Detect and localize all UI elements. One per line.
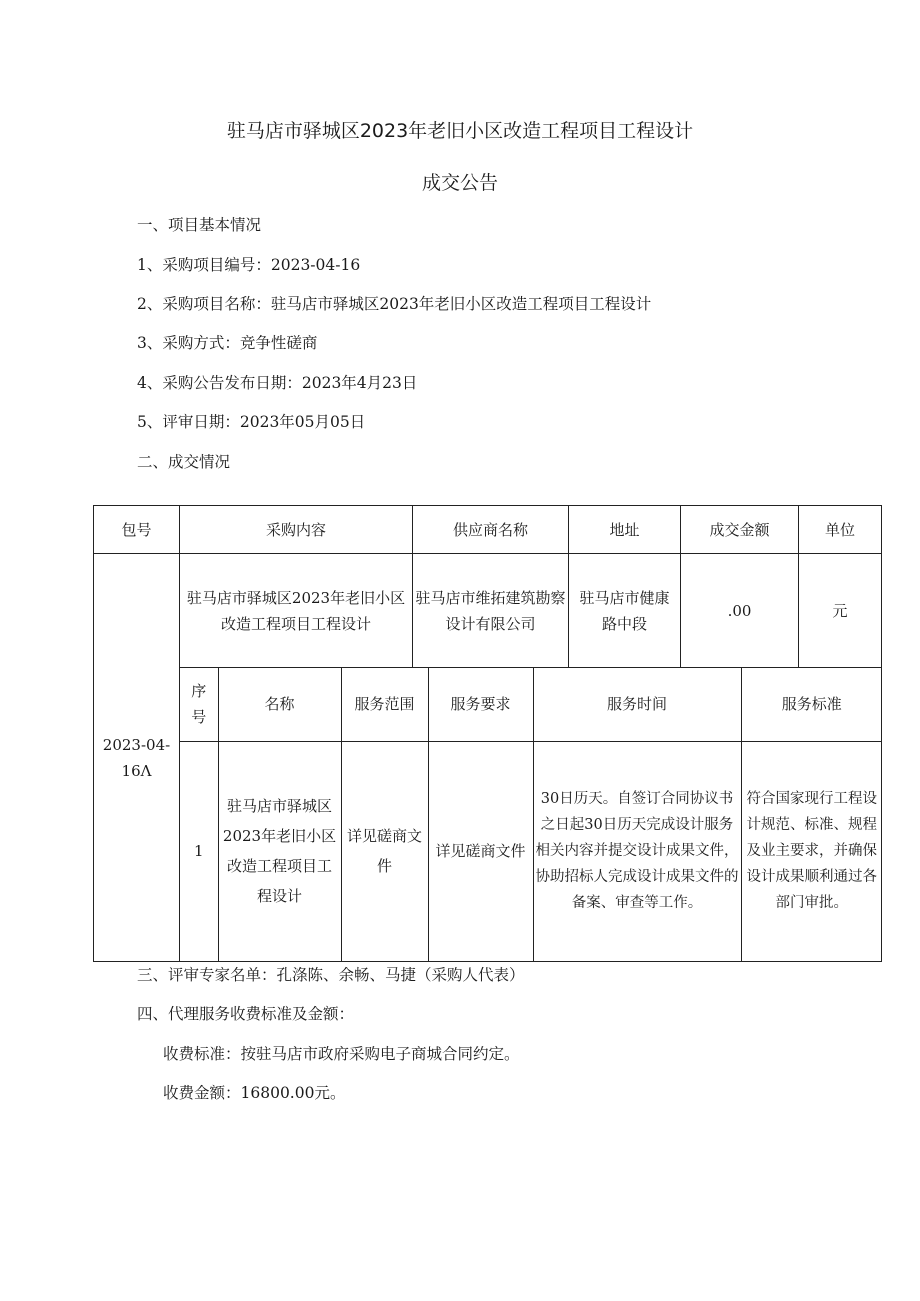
sub-header-requirement: 服务要求 [428,668,533,741]
header-supplier: 供应商名称 [413,506,569,554]
page-subtitle: 成交公告 [421,172,498,194]
header-address: 地址 [569,506,681,554]
announcement-date: 4、采购公告发布日期：2023年4月23日 [137,374,418,392]
service-detail-table [180,668,882,961]
deal-table [93,505,882,962]
header-package: 包号 [94,506,180,554]
project-name: 2、采购项目名称：驻马店市驿城区2023年老旧小区改造工程项目工程设计 [137,295,652,313]
procurement-method: 3、采购方式：竞争性磋商 [137,334,318,352]
page-title: 驻马店市驿城区2023年老旧小区改造工程项目工程设计 [226,120,694,142]
project-number: 1、采购项目编号：2023-04-16 [137,256,361,274]
review-date: 5、评审日期：2023年05月05日 [137,413,366,431]
sub-header-name: 名称 [218,668,341,741]
cell-address: 驻马店市健康路中段 [569,554,681,668]
sub-cell-standard: 符合国家现行工程设计规范、标准、规程及业主要求，并确保设计成果顺利通过各部门审批。 [741,741,882,961]
cell-content: 驻马店市驿城区2023年老旧小区改造工程项目工程设计 [180,554,413,668]
section-heading-basic: 一、项目基本情况 [137,216,262,234]
sub-header-time: 服务时间 [533,668,741,741]
header-content: 采购内容 [180,506,413,554]
sub-header-scope: 服务范围 [341,668,428,741]
cell-supplier: 驻马店市维拓建筑勘察设计有限公司 [413,554,569,668]
header-unit: 单位 [799,506,882,554]
cell-package: 2023-04-16Λ [94,554,180,962]
fee-amount: 收费金额：16800.00元。 [163,1084,346,1102]
sub-cell-time: 30日历天。自签订合同协议书之日起30日历天完成设计服务相关内容并提交设计成果文件，协助招标人完成设计成果文件的备案、审查等工作。 [533,741,741,961]
sub-header-standard: 服务标准 [741,668,882,741]
section-heading-deal: 二、成交情况 [137,453,231,471]
cell-unit: 元 [799,554,882,668]
review-experts: 三、评审专家名单：孔涤陈、余畅、马捷（采购人代表） [137,966,525,984]
section-heading-fee: 四、代理服务收费标准及金额： [137,1005,355,1023]
sub-header-seq: 序号 [180,668,218,741]
sub-cell-requirement: 详见磋商文件 [428,741,533,961]
cell-amount: .00 [681,554,799,668]
fee-standard: 收费标准：按驻马店市政府采购电子商城合同约定。 [163,1045,520,1063]
sub-cell-scope: 详见磋商文件 [341,741,428,961]
header-amount: 成交金额 [681,506,799,554]
sub-cell-name: 驻马店市驿城区2023年老旧小区改造工程项目工程设计 [218,741,341,961]
service-detail-container [180,668,882,962]
sub-cell-seq: 1 [180,741,218,961]
